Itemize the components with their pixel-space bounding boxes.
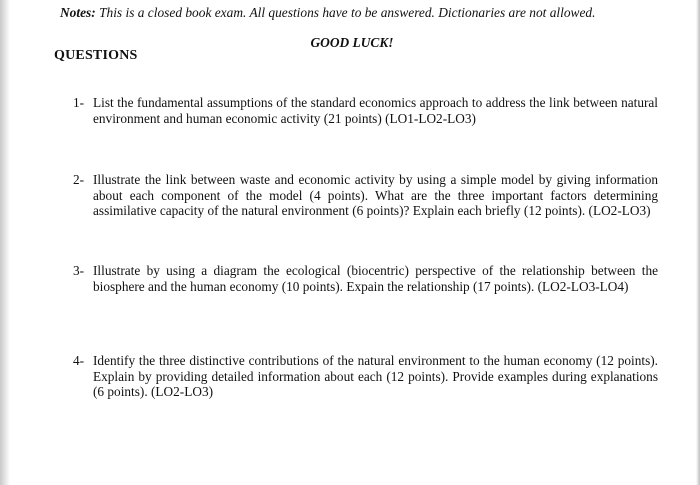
questions-heading: QUESTIONS <box>54 48 138 63</box>
question-text: Illustrate the link between waste and economic activity by using a simple model by giving information about each component of the model (4 points). What are the three important factors determining assimilative capacity of the natural environment (6 points)? Explain each briefly (12 points). (LO2-LO3) <box>93 172 658 218</box>
question-number: 4- <box>73 353 85 368</box>
question-item <box>73 263 658 294</box>
question-text: List the fundamental assumptions of the standard economics approach to address the link between natural environment and human economic activity (21 points) (LO1-LO2-LO3) <box>93 95 658 126</box>
question-item <box>73 353 658 400</box>
question-item <box>73 95 658 126</box>
question-number: 3- <box>73 263 85 278</box>
notes-text: This is a closed book exam. All questions have to be answered. Dictionaries are not allowed. <box>99 5 596 20</box>
question-text: Illustrate by using a diagram the ecological (biocentric) perspective of the relationship between the biosphere and the human economy (10 points). Expain the relationship (17 points). (LO2-LO3-LO4) <box>93 263 658 294</box>
notes-label: Notes: <box>60 5 96 20</box>
good-luck-label: GOOD LUCK! <box>310 35 394 50</box>
question-number: 2- <box>73 172 85 187</box>
page-right-edge <box>696 0 700 485</box>
exam-notes <box>60 5 690 21</box>
page-left-shadow <box>0 0 10 485</box>
question-item <box>73 172 658 219</box>
question-number: 1- <box>73 95 85 110</box>
question-text: Identify the three distinctive contributions of the natural environment to the human economy (12 points). Explain by providing detailed information about each (12 points). Provide examples during explanations (6 points). (LO2-LO3) <box>93 353 658 399</box>
